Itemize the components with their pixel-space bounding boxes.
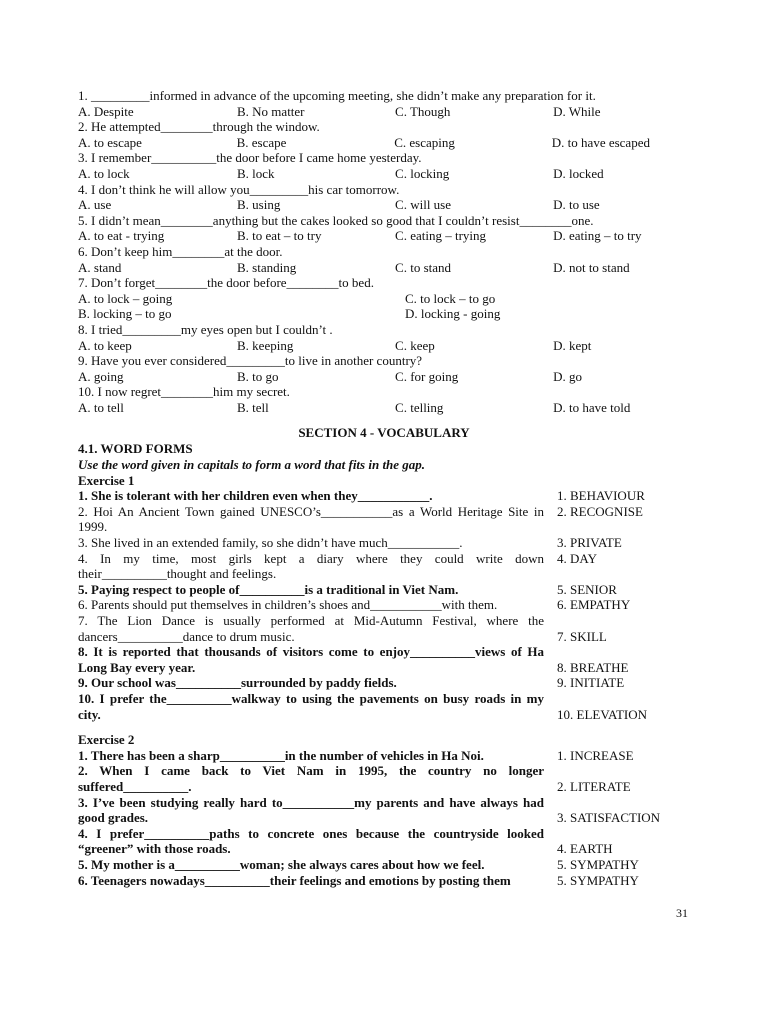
question-stem: 7. Don’t forget________the door before________to bed. [78, 275, 374, 291]
option-a: A. use [78, 197, 112, 213]
word-form-item [78, 763, 650, 794]
word-form-item [78, 826, 650, 857]
option-b: B. to eat – to try [237, 228, 322, 244]
options-row [78, 135, 650, 151]
option-d: D. to have escaped [551, 134, 650, 150]
item-word: 8. BREATHE [557, 659, 629, 675]
options-row [78, 291, 650, 307]
item-word: 3. SATISFACTION [557, 810, 661, 826]
option-c: C. eating – trying [395, 228, 487, 244]
spacer [78, 722, 650, 732]
item-word: 7. SKILL [557, 628, 607, 644]
word-form-item [78, 582, 650, 598]
option-a: A. to lock – going [78, 290, 173, 306]
option-d: D. kept [553, 337, 592, 353]
option-b: B. No matter [237, 103, 305, 119]
options-row [78, 369, 650, 385]
question-stem: 8. I tried_________my eyes open but I couldn’t . [78, 321, 333, 337]
question-stem: 1. _________informed in advance of the upcoming meeting, she didn’t make any preparation for it. [78, 88, 596, 103]
question-stem: 2. He attempted________through the window. [78, 119, 320, 135]
word-form-item [78, 597, 650, 613]
item-word: 4. DAY [557, 550, 597, 566]
options-row [78, 104, 650, 120]
item-word: 2. RECOGNISE [557, 503, 643, 519]
question-stem: 10. I now regret________him my secret. [78, 384, 290, 400]
item-sentence: 2. When I came back to Viet Nam in 1995, the country no longer suffered__________. [78, 763, 544, 794]
option-c: C. to lock – to go [405, 290, 496, 306]
item-sentence: 9. Our school was__________surrounded by paddy fields. [78, 675, 397, 691]
item-sentence: 8. It is reported that thousands of visitors come to enjoy__________views of Ha Long Bay every year. [78, 644, 544, 675]
word-form-item [78, 857, 650, 873]
option-c: C. locking [395, 165, 450, 181]
item-sentence: 4. In my time, most girls kept a diary where they could write down their__________thought and feelings. [78, 550, 544, 582]
option-a: A. to tell [78, 399, 124, 415]
option-c: C. will use [395, 197, 452, 213]
item-sentence: 5. My mother is a__________woman; she always cares about how we feel. [78, 856, 485, 872]
option-d: D. While [553, 103, 601, 119]
word-form-item [78, 488, 650, 504]
item-word: 3. PRIVATE [557, 535, 622, 551]
spacer [78, 415, 650, 425]
options-row [78, 228, 650, 244]
word-form-item [78, 675, 650, 691]
option-b: B. standing [237, 259, 297, 275]
subheading: 4.1. WORD FORMS [78, 441, 193, 457]
item-word: 9. INITIATE [557, 675, 625, 691]
item-word: 10. ELEVATION [557, 706, 648, 722]
option-b: B. using [237, 197, 281, 213]
item-word: 6. EMPATHY [557, 597, 631, 613]
options-row [78, 400, 650, 416]
item-sentence: 10. I prefer the__________walkway to using the pavements on busy roads in my city. [78, 690, 544, 722]
item-word: 1. BEHAVIOUR [557, 488, 645, 504]
item-word: 1. INCREASE [557, 747, 634, 763]
option-d: D. locking - going [405, 306, 501, 322]
item-sentence: 6. Teenagers nowadays__________their feelings and emotions by posting them [78, 872, 511, 888]
option-d: D. eating – to try [553, 228, 642, 244]
page-content [78, 88, 661, 888]
option-a: A. Despite [78, 103, 134, 119]
question-stem: 9. Have you ever considered_________to live in another country? [78, 353, 423, 369]
option-b: B. keeping [237, 337, 294, 353]
option-c: C. to stand [395, 259, 452, 275]
item-sentence: 5. Paying respect to people of__________is a traditional in Viet Nam. [78, 581, 459, 597]
item-word: 2. LITERATE [557, 778, 631, 794]
word-form-item [78, 794, 661, 826]
grammar-questions [78, 88, 650, 415]
option-d: D. not to stand [553, 259, 630, 275]
word-form-item [78, 748, 650, 764]
option-d: D. locked [553, 165, 604, 181]
item-sentence: 7. The Lion Dance is usually performed at Mid-Autumn Festival, where the dancers__________dance to drum music. [78, 613, 544, 644]
option-b: B. escape [236, 134, 287, 150]
option-c: C. for going [395, 368, 459, 384]
item-word: 5. SENIOR [557, 581, 617, 597]
exercise-title: Exercise 1 [78, 472, 135, 488]
option-spacer [242, 306, 405, 322]
options-row [78, 260, 650, 276]
option-b: B. locking – to go [78, 306, 172, 322]
option-a: A. to lock [78, 165, 130, 181]
option-a: A. to escape [78, 134, 142, 150]
word-form-item [78, 551, 650, 582]
word-form-item [78, 613, 650, 644]
item-sentence: 3. I’ve been studying really hard to___________my parents and have always had good grades. [78, 794, 544, 826]
option-b: B. tell [237, 399, 269, 415]
item-sentence: 2. Hoi An Ancient Town gained UNESCO’s___________as a World Heritage Site in 1999. [78, 503, 544, 535]
word-form-item [78, 504, 650, 535]
item-sentence: 1. She is tolerant with her children even when they___________. [78, 488, 433, 504]
word-form-item [78, 873, 650, 889]
option-d: D. go [553, 368, 582, 384]
options-row [78, 338, 650, 354]
question-stem: 4. I don’t think he will allow you_________his car tomorrow. [78, 181, 400, 197]
option-a: A. to keep [78, 337, 132, 353]
exercise-1-list [78, 488, 650, 722]
option-a: A. stand [78, 259, 122, 275]
item-sentence: 1. There has been a sharp__________in the number of vehicles in Ha Noi. [78, 747, 484, 763]
page-number: 31 [676, 906, 688, 920]
option-d: D. to have told [553, 399, 631, 415]
option-c: C. escaping [394, 134, 455, 150]
word-form-item [78, 535, 650, 551]
question-stem: 5. I didn’t mean________anything but the cakes looked so good that I couldn’t resist________one. [78, 212, 594, 228]
options-row [78, 197, 650, 213]
option-c: C. keep [395, 337, 435, 353]
options-row [78, 166, 650, 182]
item-sentence: 3. She lived in an extended family, so she didn’t have much___________. [78, 535, 463, 551]
section-title: SECTION 4 - VOCABULARY [298, 425, 470, 441]
option-d: D. to use [553, 197, 600, 213]
question-stem: 6. Don’t keep him________at the door. [78, 243, 283, 259]
item-word: 5. SYMPATHY [557, 856, 639, 872]
options-row [78, 306, 650, 322]
option-c: C. telling [395, 399, 444, 415]
exercise-title: Exercise 2 [78, 732, 135, 748]
option-spacer [242, 291, 405, 307]
instruction: Use the word given in capitals to form a word that fits in the gap. [78, 457, 426, 473]
item-word: 4. EARTH [557, 841, 613, 857]
item-word: 5. SYMPATHY [557, 872, 639, 888]
option-a: A. going [78, 368, 124, 384]
question-stem: 3. I remember__________the door before I came home yesterday. [78, 150, 422, 166]
item-sentence: 6. Parents should put themselves in children’s shoes and___________with them. [78, 597, 498, 613]
item-sentence: 4. I prefer__________paths to concrete ones because the countryside looked “greener” with those roads. [78, 825, 544, 857]
option-b: B. to go [237, 368, 279, 384]
option-a: A. to eat - trying [78, 228, 165, 244]
exercise-2-list [78, 747, 661, 888]
word-form-item [78, 691, 650, 722]
word-form-item [78, 644, 650, 675]
option-b: B. lock [237, 165, 275, 181]
option-c: C. Though [395, 103, 451, 119]
